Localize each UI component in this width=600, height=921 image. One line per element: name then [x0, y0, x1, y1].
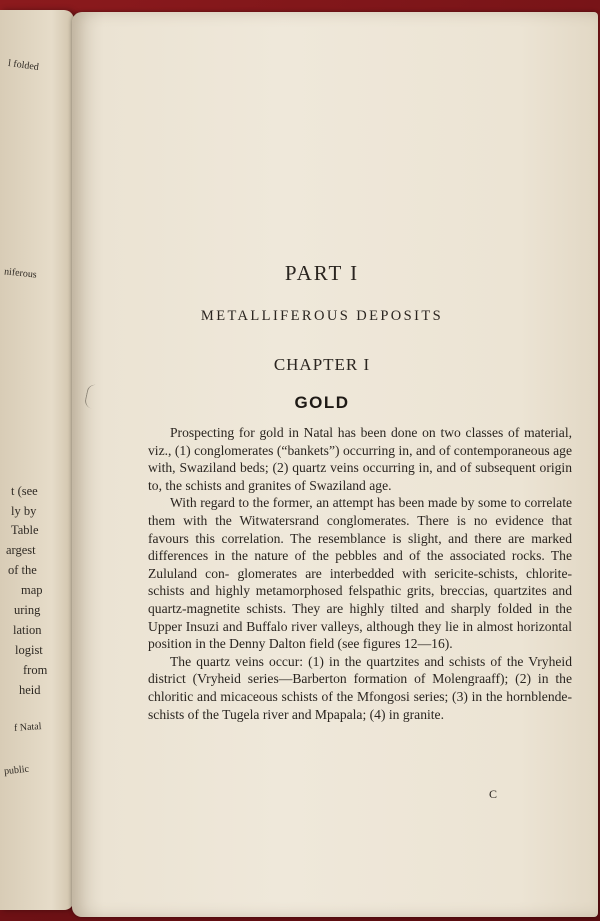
chapter-subject-heading: GOLD [294, 393, 350, 412]
section-title: METALLIFEROUS DEPOSITS [200, 308, 444, 324]
book-page [72, 12, 598, 917]
text-line: is slight, and there are marked differences in the nature of [148, 530, 573, 564]
left-page-fragment: ly by [11, 504, 37, 518]
left-page-fragment: logist [15, 643, 43, 657]
left-page-fragment: heid [19, 683, 41, 697]
text-line: the Vryheid district (Vryheid series—Barberton formation of [148, 653, 572, 687]
left-page-fragment: niferous [3, 266, 38, 281]
left-page-fragment: f Natal [13, 721, 42, 734]
text-line: although they lie in almost horizontal position in the Denny [148, 618, 572, 652]
text-line: river and Mpapala; (4) in granite. [262, 706, 444, 722]
left-page-fragment: map [21, 583, 43, 597]
chapter-body-text [148, 424, 572, 723]
text-line: Prospecting for gold in Natal has been done on two classes [170, 425, 504, 440]
text-line: glomerates are interbedded with sericite-schists, chlorite-schists [148, 565, 572, 599]
paragraph-2 [148, 494, 572, 652]
chapter-title: CHAPTER I [273, 355, 371, 374]
left-page-fragment: uring [14, 603, 41, 617]
left-page-fragment: Table [11, 523, 39, 537]
text-line: is no evidence that favours this correlation. The resemblance [148, 512, 572, 546]
text-line: granites of Swaziland age. [248, 477, 392, 493]
text-line: to correlate them with the Witwatersrand conglomerates. There [148, 495, 573, 528]
signature-mark: C [489, 787, 498, 801]
left-page-fragment: l folded [7, 57, 40, 74]
left-page-fragment: t (see [11, 484, 38, 498]
text-line: and of contemporaneous age with, Swaziland beds; (2) quartz [148, 442, 572, 476]
text-line: With regard to the former, an attempt has been made by some [170, 495, 507, 511]
part-title: PART I [284, 261, 360, 285]
left-page-fragment: argest [6, 543, 36, 557]
text-line: Mfongosi series; (3) in the hornblende-schists of the Tugela [148, 688, 572, 722]
left-page-fragment: of the [8, 563, 37, 577]
paragraph-1 [148, 424, 572, 494]
text-line: Dalton field (see figures 12—16). [268, 636, 453, 652]
previous-page-edge [0, 10, 74, 910]
text-line: Molengraaff); (2) in the chloritic and micaceous schists of the [148, 671, 572, 704]
text-line: sharply folded in the Upper Insuzi and Buffalo river valleys, [148, 600, 573, 634]
text-line: of material, viz., (1) conglomerates (“bankets”) occurring in, [148, 425, 572, 458]
text-line: The quartz veins occur: (1) in the quartzites and schists of [170, 653, 502, 669]
left-page-fragment: public [3, 763, 30, 778]
left-page-fragment: lation [13, 623, 42, 637]
text-line: and quartz-magnetite schists. They are highly tilted and [148, 583, 572, 616]
text-line: and highly metamorphosed felspathic grits, breccias, quartzites [189, 583, 547, 599]
text-line: the pebbles and of the associated rocks. The Zululand con- [148, 548, 572, 581]
left-page-fragment: from [23, 663, 48, 677]
paragraph-3 [148, 653, 572, 723]
text-line: veins occurring in, and of subsequent origin to, the schists and [148, 460, 572, 493]
